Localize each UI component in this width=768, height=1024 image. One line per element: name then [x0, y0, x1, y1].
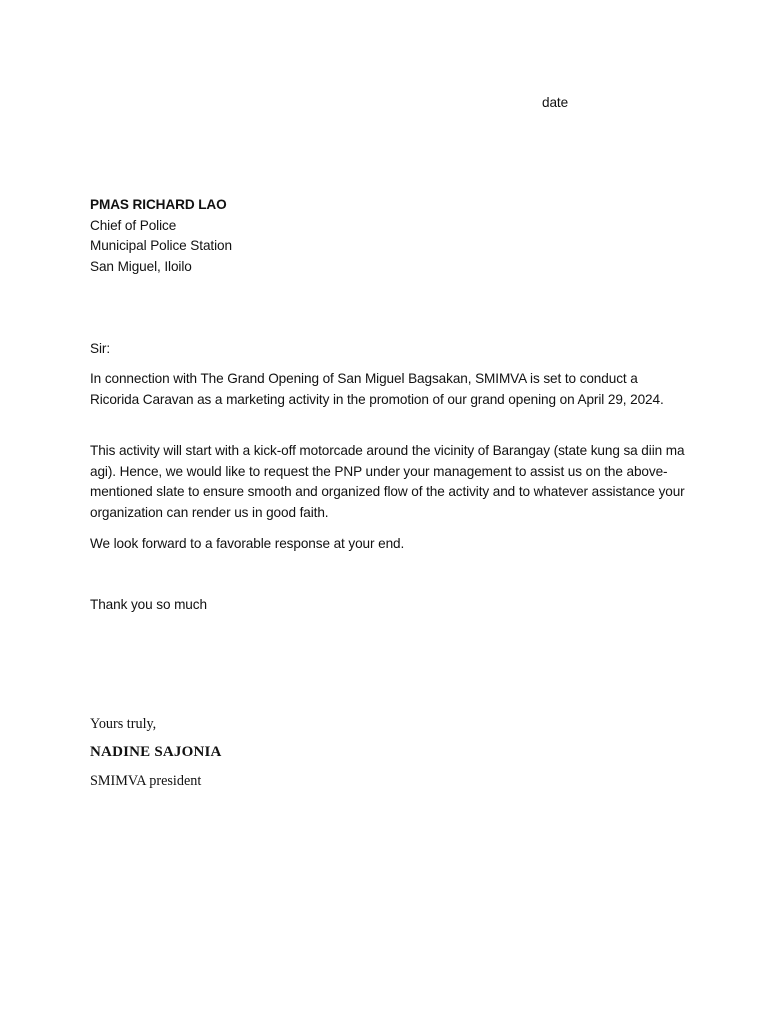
- recipient-block: [90, 195, 690, 277]
- recipient-office: Municipal Police Station: [90, 238, 232, 254]
- signer-name: NADINE SAJONIA: [90, 744, 222, 760]
- recipient-name: PMAS RICHARD LAO: [90, 197, 227, 212]
- signer-title: SMIMVA president: [90, 773, 202, 789]
- body-paragraph-2: This activity will start with a kick-off motorcade around the vicinity of Barangay (state kung sa diin ma agi). Hence, we would like to request the PNP under your management to assist us on the above-mentioned slate to ensure smooth and organized flow of the activity and to whatever assistance your organization can render us in good faith.: [90, 443, 685, 520]
- thanks-line: Thank you so much: [90, 597, 207, 612]
- salutation: Sir:: [90, 341, 110, 356]
- complimentary-closing: Yours truly,: [90, 716, 157, 732]
- recipient-position: Chief of Police: [90, 217, 177, 233]
- recipient-address: San Miguel, Iloilo: [90, 258, 192, 274]
- letter-date: date: [542, 95, 569, 110]
- body-paragraph-3: We look forward to a favorable response at your end.: [90, 536, 405, 551]
- body-paragraph-1: In connection with The Grand Opening of San Miguel Bagsakan, SMIMVA is set to conduct a Ricorida Caravan as a marketing activity in the promotion of our grand opening on April 29, 2024.: [90, 371, 664, 407]
